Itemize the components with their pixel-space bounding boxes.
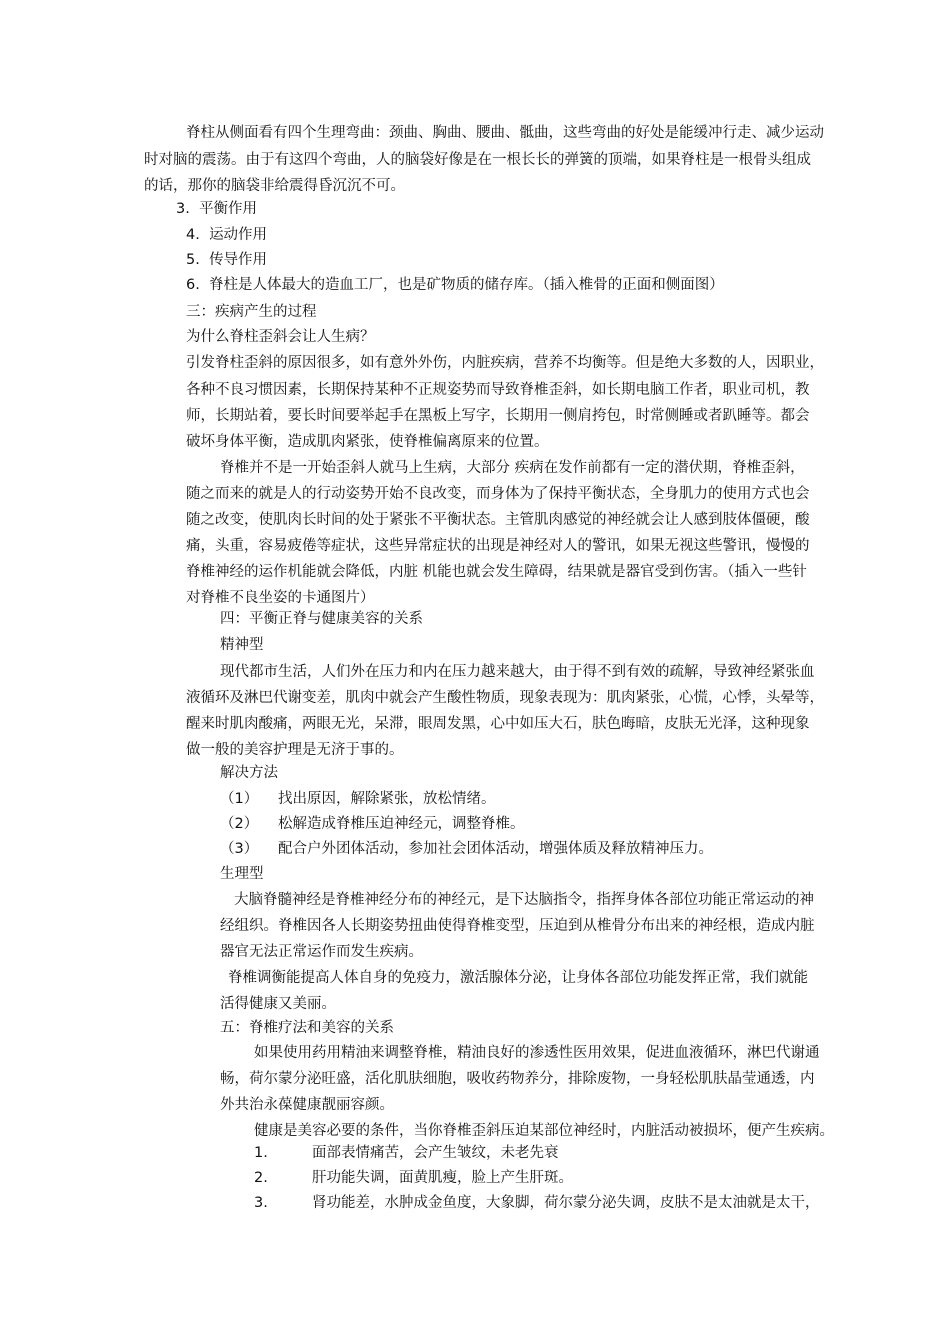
list-number: 1.: [254, 1145, 268, 1161]
paragraph-line: 做一般的美容护理是无济于事的。: [186, 742, 404, 758]
paragraph-line: 液循环及淋巴代谢变差，肌肉中就会产生酸性物质，现象表现为：肌肉紧张，心慌，心悸，头晕等，: [186, 690, 824, 706]
list-text: 脊柱是人体最大的造血工厂，也是矿物质的储存库。（插入椎骨的正面和侧面图）: [209, 277, 724, 293]
section-heading: 三：疾病产生的过程: [186, 304, 317, 320]
paragraph-line: 如果使用药用精油来调整脊椎，精油良好的渗透性医用效果，促进血液循环，淋巴代谢通: [254, 1045, 820, 1061]
paragraph-line: 脊柱从侧面看有四个生理弯曲：颈曲、胸曲、腰曲、骶曲，这些弯曲的好处是能缓冲行走、减少运动: [186, 125, 824, 141]
list-text: 面部表情痛苦，会产生皱纹，未老先衰: [312, 1145, 559, 1161]
paragraph-line: 大脑脊髓神经是脊椎神经分布的神经元，是下达脑指令，指挥身体各部位功能正常运动的神: [234, 892, 814, 908]
paragraph-line: 破坏身体平衡，造成肌肉紧张，使脊椎偏离原来的位置。: [186, 434, 549, 450]
paragraph-line: 师，长期站着，要长时间要举起手在黑板上写字，长期用一侧肩挎包，时常侧睡或者趴睡等。都会: [186, 408, 810, 424]
paragraph-line: 脊椎并不是一开始歪斜人就马上生病，大部分 疾病在发作前都有一定的潜伏期，脊椎歪斜，: [220, 460, 805, 476]
paragraph-line: 脊椎调衡能提高人体自身的免疫力，激活腺体分泌，让身体各部位功能发挥正常，我们就能: [228, 970, 808, 986]
list-text: 肾功能差，水肿成金鱼度，大象脚，荷尔蒙分泌失调，皮肤不是太油就是太干，: [312, 1195, 820, 1211]
paragraph-line: 痛，头重，容易疲倦等症状，这些异常症状的出现是神经对人的警讯，如果无视这些警讯，慢慢的: [186, 538, 810, 554]
list-text: 松解造成脊椎压迫神经元，调整脊椎。: [278, 816, 525, 832]
paragraph-line: 脊椎神经的运作机能就会降低，内脏 机能也就会发生障碍，结果就是器官受到伤害。（插入一些针: [186, 564, 807, 580]
list-item: [220, 814, 525, 834]
list-number: 6.: [186, 277, 200, 293]
paragraph-line: 外共治永葆健康靓丽容颜。: [220, 1097, 394, 1113]
list-item: [220, 839, 713, 859]
paragraph-line: 各种不良习惯因素，长期保持某种不正规姿势而导致脊椎歪斜，如长期电脑工作者，职业司机，教: [186, 382, 810, 398]
paragraph-line: 时对脑的震荡。由于有这四个弯曲，人的脑袋好像是在一根长长的弹簧的顶端，如果脊柱是一根骨头组成: [144, 152, 811, 168]
list-number: （2）: [220, 816, 259, 832]
list-text: 平衡作用: [199, 201, 258, 217]
paragraph-line: 畅，荷尔蒙分泌旺盛，活化肌肤细胞，吸收药物养分，排除废物，一身轻松肌肤晶莹通透，内: [220, 1071, 815, 1087]
subsection-heading: 精神型: [220, 637, 264, 653]
paragraph-line: 的话，那你的脑袋非给震得昏沉沉不可。: [144, 178, 405, 194]
paragraph-line: 引发脊柱歪斜的原因很多，如有意外外伤，内脏疾病，营养不均衡等。但是绝大多数的人，因职业，: [186, 355, 824, 371]
list-item: [254, 1168, 573, 1188]
list-number: 3.: [254, 1195, 268, 1211]
subsection-heading: 生理型: [220, 866, 264, 882]
list-text: 肝功能失调，面黄肌瘦，脸上产生肝斑。: [312, 1170, 573, 1186]
paragraph-line: 活得健康又美丽。: [220, 996, 336, 1012]
list-item: [220, 789, 496, 809]
list-number: 5.: [186, 252, 200, 268]
question-line: 为什么脊柱歪斜会让人生病？: [186, 329, 375, 345]
list-number: 2.: [254, 1170, 268, 1186]
list-number: （1）: [220, 791, 259, 807]
list-text: 配合户外团体活动，参加社会团体活动，增强体质及释放精神压力。: [278, 841, 713, 857]
list-item: [186, 225, 267, 245]
paragraph-line: 随之而来的就是人的行动姿势开始不良改变，而身体为了保持平衡状态，全身肌力的使用方式也会: [186, 486, 810, 502]
paragraph-line: 对脊椎不良坐姿的卡通图片）: [186, 590, 375, 606]
paragraph-line: 器官无法正常运作而发生疾病。: [220, 944, 423, 960]
paragraph-line: 经组织。脊椎因各人长期姿势扭曲使得脊椎变型，压迫到从椎骨分布出来的神经根，造成内脏: [220, 918, 815, 934]
paragraph-line: 健康是美容必要的条件，当你脊椎歪斜压迫某部位神经时，内脏活动被损坏，便产生疾病。: [254, 1123, 834, 1139]
list-number: 4.: [186, 227, 200, 243]
subsection-heading: 解决方法: [220, 765, 278, 781]
list-item: [254, 1143, 559, 1163]
list-number: 3.: [176, 201, 190, 217]
paragraph-line: 醒来时肌肉酸痛，两眼无光，呆滞，眼周发黑，心中如压大石，肤色晦暗，皮肤无光泽，这种现象: [186, 716, 810, 732]
list-item: [254, 1193, 820, 1213]
list-text: 找出原因，解除紧张，放松情绪。: [278, 791, 496, 807]
list-text: 运动作用: [209, 227, 268, 243]
section-heading: 五：脊椎疗法和美容的关系: [220, 1020, 394, 1036]
list-number: （3）: [220, 841, 259, 857]
list-item: [186, 250, 267, 270]
paragraph-line: 现代都市生活，人们外在压力和内在压力越来越大，由于得不到有效的疏解，导致神经紧张血: [220, 664, 815, 680]
paragraph-line: 随之改变，使肌肉长时间的处于紧张不平衡状态。主管肌肉感觉的神经就会让人感到肢体僵硬，酸: [186, 512, 810, 528]
list-text: 传导作用: [209, 252, 268, 268]
list-item: [186, 275, 724, 295]
section-heading: 四：平衡正脊与健康美容的关系: [220, 611, 423, 627]
list-item: [176, 199, 257, 219]
